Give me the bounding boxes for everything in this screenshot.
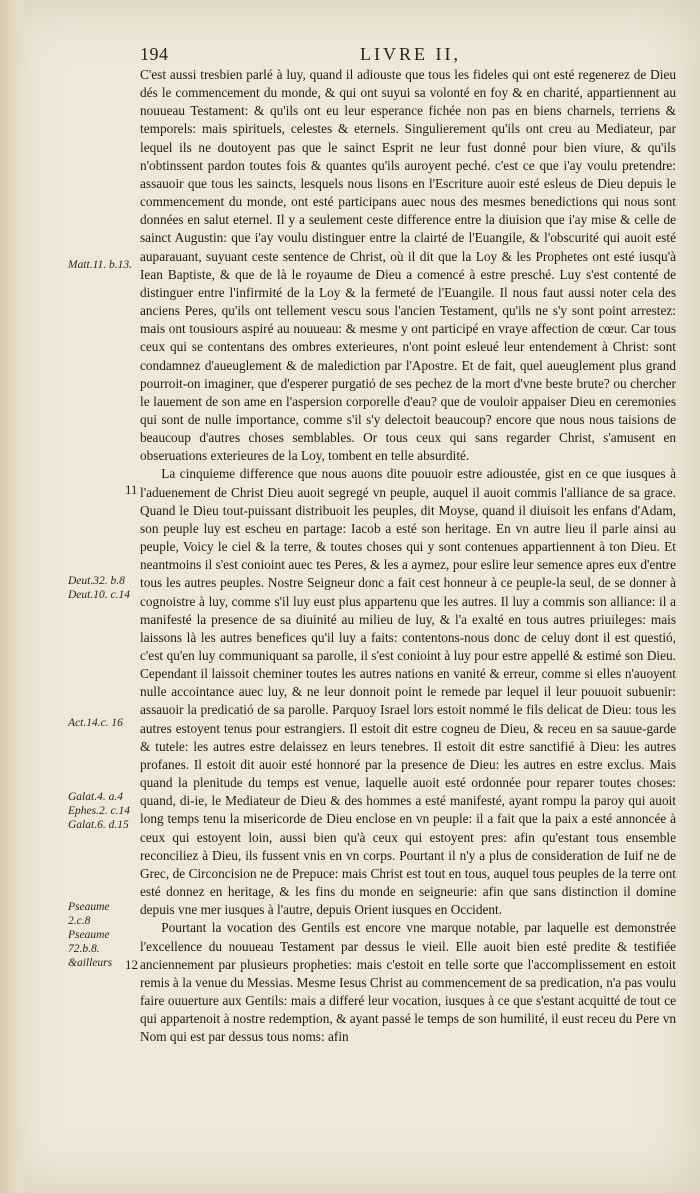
page-edge — [0, 0, 26, 1193]
paragraph-1: C'est aussi tresbien parlé à luy, quand il adiouste que tous les fideles qui ont esté regenerez de Dieu dés le commencement du monde, & qui ont suyui sa volonté en foy & en charité, appartiennent au nouueau Testament: & qu'ils ont eu leur esperance fichée non pas en biens charnels, terriens & temporels: mais spirituels, celestes & eternels. Singulierement qu'ils ont creu au Mediateur, par lequel ils ne doutoyent pas que le sainct Esprit ne leur fust donné pour bien viure, & qu'ils n'obtinssent pardon toutes fois & quantes qu'ils auroyent peché. c'est ce que i'ay voulu pretendre: assauoir que tous les saincts, lesquels nous lisons en l'Escriture auoir esté esleus de Dieu depuis le commencement du monde, ont esté participans auec nous des mesmes benedictions qui nous sont données en salut eternel. Il y a seulement ceste difference entre la diuision que i'ay mise & celle de sainct Augustin: que i'ay voulu distinguer entre la clairté de l'Euangile, & l'obscurité qui auoit esté auparauant, suyuant ceste sentence de Christ, où il dit que la Loy & les Prophetes ont esté iusqu'à Iean Baptiste, & que de là le royaume de Dieu a comencé à estre presché. Luy s'est contenté de distinguer entre l'infirmité de la Loy & la fermeté de l'Euangile. Il nous faut aussi noter cela des anciens Peres, qu'ils ont tellement vescu sous l'ancien Testament, qu'ils ne s'y sont point arrestez: mais ont tousiours aspiré au nouueau: & mesme y ont participé en vraye affection de cœur. Car tous ceux qui se contentans des ombres exterieures, n'ont point esleué leur entendement à Christ: sont condamnez d'aueuglement & de malediction par l'Apostre. Et de fait, quel aueuglement plus grand pourroit-on imaginer, que d'esperer purgatió de ses pechez de la mort d'vne beste brute? ou chercher le lauement de son ame en l'aspersion corporelle d'eau? que de vouloir appaiser Dieu en ceremonies qui sont de nulle importance, comme s'il s'y delectoit beaucoup? encore que nous nous taisions de beaucoup d'autres choses semblables. Or tous ceux qui sans regarder Christ, s'amusent en obseruations exterieures de la Loy, tombent en telle absurdité. — [140, 67, 676, 464]
margin-note-act: Act.14.c. 16 — [68, 717, 123, 729]
margin-note-galat: Galat.4. a.4 Ephes.2. c.14 Galat.6. d.15 — [68, 791, 130, 831]
page-number: 194 — [140, 44, 169, 64]
section-number-12: 12 — [125, 957, 138, 972]
margin-note-deut: Deut.32. b.8 Deut.10. c.14 — [68, 575, 130, 601]
margin-note-pseaume: Pseaume 2.c.8 Pseaume 72.b.8. &ailleurs — [68, 901, 113, 969]
paragraph-2: La cinquieme difference que nous auons dite pouuoir estre adioustée, gist en ce que iusques à l'aduenement de Christ Dieu auoit segregé vn peuple, auquel il auoit commis l'alliance de sa grace. Quand le Dieu tout-puissant distribuoit les peuples, dit Moyse, quand il diuisoit les enfans d'Adam, son peuple luy est escheu en partage: Iacob a esté son heritage. En vn autre lieu il parle ainsi au peuple, Voicy le ciel & la terre, & toutes choses qui y sont contenues appartiennent à ton Dieu. Et neantmoins il s'est conioint auec tes Peres, & les a aymez, pour eslire leur semence apres eux d'entre tous les autres peuples. Nostre Seigneur donc a fait cest honneur à ce peuple-la seul, de se donner à cognoistre à luy, comme s'il luy eust plus appartenu que les autres. Il luy a commis son alliance: il a manifesté la presence de sa diuinité au milieu de luy, & l'a exalté en tous autres priuileges: mais laissons là les autres benefices qu'il luy a faits: contentons-nous donc de celuy dont il est questió, c'est qu'en luy communiquant sa parolle, il s'est conioint à luy pour estre appellé & estimé son Dieu. Cependant il laissoit cheminer toutes les autres nations en vanité & erreur, comme si elles n'auoyent nulle accointance auec luy, & ne leur donnoit point le remede par lequel il leur pouuoit subuenir: assauoir la predicatió de sa parolle. Parquoy Israel lors estoit nommé le fils delicat de Dieu: tous les autres estoyent tenus pour estrangiers. Il estoit dit estre cogneu de Dieu, & receu en sa sauue-garde & tutele: les autres estre delaissez en leurs tenebres. Il estoit dit estre sanctifié à Dieu: les autres profanes. Il estoit dit auoir esté honnoré par la presence de Dieu: les autres en estre exclus. Mais quand la plenitude du temps est venue, laquelle auoit esté ordonnée pour reparer toutes choses: quand, di-ie, le Mediateur de Dieu & des hommes a esté manifesté, ayant rompu la paroy qui auoit long temps tenu la misericorde de Dieu enclose en vn peuple: il a fait que la paix a esté annoncée à ceux qui estoyent loin, aussi bien qu'à ceux qui estoyent pres: afin qu'estant tous ensemble reconciliez à Dieu, ils fussent vnis en vn corps. Pourtant il n'y a plus de consideration de Iuif ne de Grec, de Circoncision ne de Prepuce: mais Christ est tout en tous, auquel tous peuples de la terre ont esté donnez en heritage, & les fins du monde en seigneurie: afin que sans distinction il domine depuis vne mer iusques à l'autre, depuis Orient iusques en Occident. — [140, 466, 676, 918]
main-text — [140, 66, 676, 1046]
page-header — [140, 44, 680, 66]
running-title: LIVRE II, — [360, 44, 461, 64]
margin-note-matt: Matt.11. b.13. — [68, 259, 132, 271]
paragraph-3: Pourtant la vocation des Gentils est encore vne marque notable, par laquelle est demonstrée l'excellence du nouueau Testament par dessus le vieil. Elle auoit bien esté predite & testifiée anciennement par plusieurs propheties: mais c'estoit en telle sorte que l'accomplissement en estoit remis à la venue du Messias. Mesme Iesus Christ au commencement de sa predication, n'a pas voulu faire ouuerture aux Gentils: mais a differé leur vocation, iusques à ce que s'estant acquitté de tout ce qui appartenoit à nostre redemption, & ayant passé le temps de son humilité, il eust receu du Pere vn Nom qui est par dessus tous noms: afin — [140, 920, 676, 1045]
section-number-11: 11 — [125, 482, 138, 497]
